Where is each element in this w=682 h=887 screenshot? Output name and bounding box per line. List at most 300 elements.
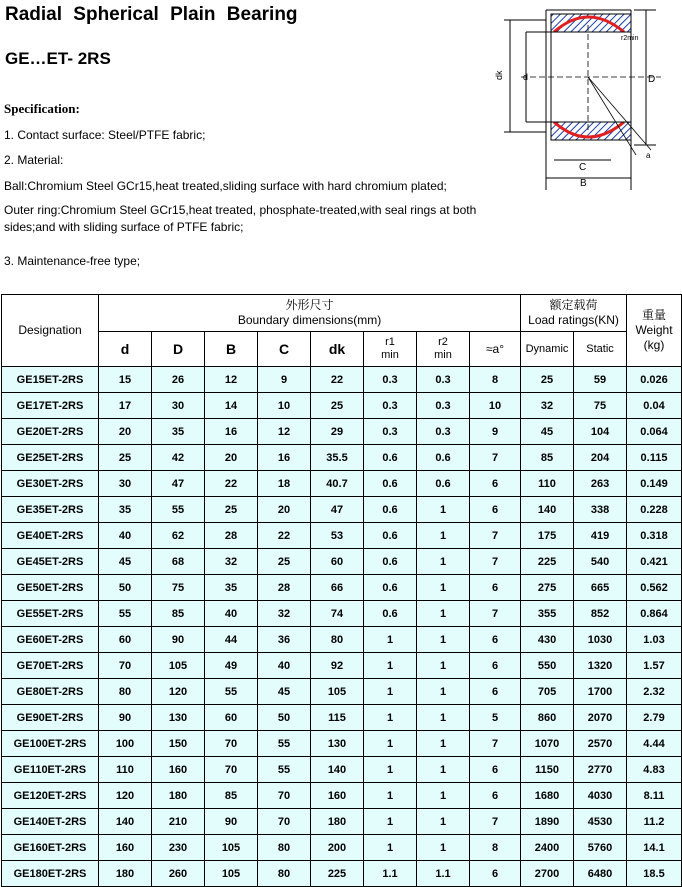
cell-B: 105 <box>205 835 258 861</box>
cell-angle: 7 <box>470 809 521 835</box>
cell-dynamic: 140 <box>521 497 574 523</box>
cell-B: 49 <box>205 653 258 679</box>
spec-maintenance: 3. Maintenance-free type; <box>4 254 141 268</box>
cell-dk: 200 <box>311 835 364 861</box>
cell-dk: 130 <box>311 731 364 757</box>
cell-static: 6480 <box>574 861 627 887</box>
cell-angle: 6 <box>470 497 521 523</box>
cell-angle: 7 <box>470 523 521 549</box>
cell-C: 32 <box>258 601 311 627</box>
cell-r2: 1 <box>417 783 470 809</box>
cell-D: 210 <box>152 809 205 835</box>
cell-weight: 0.115 <box>627 445 682 471</box>
cell-r2: 0.6 <box>417 471 470 497</box>
cell-static: 338 <box>574 497 627 523</box>
cell-D: 85 <box>152 601 205 627</box>
weight-header-en: Weight <box>635 323 673 337</box>
cell-dk: 60 <box>311 549 364 575</box>
cell-angle: 7 <box>470 549 521 575</box>
cell-r2: 1 <box>417 627 470 653</box>
cell-weight: 0.064 <box>627 419 682 445</box>
cell-weight: 2.32 <box>627 679 682 705</box>
cell-r1: 0.6 <box>364 601 417 627</box>
cell-weight: 1.57 <box>627 653 682 679</box>
cell-dynamic: 2700 <box>521 861 574 887</box>
cell-d: 110 <box>99 757 152 783</box>
cell-dk: 225 <box>311 861 364 887</box>
cell-designation: GE17ET-2RS <box>2 393 99 419</box>
cell-static: 419 <box>574 523 627 549</box>
cell-dynamic: 45 <box>521 419 574 445</box>
cell-D: 75 <box>152 575 205 601</box>
cell-B: 20 <box>205 445 258 471</box>
cell-r1: 1 <box>364 679 417 705</box>
cell-B: 28 <box>205 523 258 549</box>
cell-r2: 1 <box>417 757 470 783</box>
cell-static: 104 <box>574 419 627 445</box>
cell-d: 25 <box>99 445 152 471</box>
cell-weight: 18.5 <box>627 861 682 887</box>
cell-B: 60 <box>205 705 258 731</box>
cell-B: 22 <box>205 471 258 497</box>
cell-C: 12 <box>258 419 311 445</box>
cell-r2: 0.6 <box>417 445 470 471</box>
cell-C: 70 <box>258 809 311 835</box>
cell-C: 70 <box>258 783 311 809</box>
col-header-r2-min: min <box>434 349 452 361</box>
cell-static: 2770 <box>574 757 627 783</box>
cell-C: 20 <box>258 497 311 523</box>
cell-r1: 1 <box>364 731 417 757</box>
cell-D: 35 <box>152 419 205 445</box>
cell-dynamic: 85 <box>521 445 574 471</box>
cell-B: 35 <box>205 575 258 601</box>
cell-r1: 1 <box>364 705 417 731</box>
cell-r1: 1 <box>364 835 417 861</box>
cell-r1: 1.1 <box>364 861 417 887</box>
col-header-d: d <box>99 332 152 367</box>
cell-C: 22 <box>258 523 311 549</box>
spec-outer-ring-2: sides;and with sliding surface of PTFE fabric; <box>4 220 244 234</box>
label-C: C <box>579 162 587 173</box>
cell-static: 665 <box>574 575 627 601</box>
cell-C: 16 <box>258 445 311 471</box>
cell-r1: 1 <box>364 757 417 783</box>
col-header-r2-label: r2 <box>438 336 448 348</box>
table-row <box>2 835 682 861</box>
cell-static: 75 <box>574 393 627 419</box>
spec-outer-ring-1: Outer ring:Chromium Steel GCr15,heat treated, phosphate-treated,with seal rings at both <box>4 203 477 217</box>
cell-d: 140 <box>99 809 152 835</box>
cell-r1: 0.3 <box>364 367 417 393</box>
table-row <box>2 419 682 445</box>
cell-weight: 14.1 <box>627 835 682 861</box>
col-header-angle: ≈a° <box>470 332 521 367</box>
label-D: D <box>648 74 656 85</box>
cell-angle: 6 <box>470 783 521 809</box>
cell-designation: GE50ET-2RS <box>2 575 99 601</box>
label-B: B <box>580 178 587 189</box>
cell-weight: 0.421 <box>627 549 682 575</box>
cell-angle: 6 <box>470 861 521 887</box>
cell-angle: 5 <box>470 705 521 731</box>
cell-B: 70 <box>205 731 258 757</box>
cell-dynamic: 1150 <box>521 757 574 783</box>
col-header-C: C <box>258 332 311 367</box>
cell-dk: 40.7 <box>311 471 364 497</box>
cell-r1: 1 <box>364 653 417 679</box>
cell-static: 5760 <box>574 835 627 861</box>
cell-dk: 35.5 <box>311 445 364 471</box>
table-row <box>2 471 682 497</box>
cell-C: 40 <box>258 653 311 679</box>
cell-B: 32 <box>205 549 258 575</box>
cell-r2: 1 <box>417 575 470 601</box>
cell-dynamic: 110 <box>521 471 574 497</box>
cell-r2: 1.1 <box>417 861 470 887</box>
cell-D: 120 <box>152 679 205 705</box>
cell-static: 540 <box>574 549 627 575</box>
cell-angle: 10 <box>470 393 521 419</box>
cell-D: 150 <box>152 731 205 757</box>
load-header-cn: 额定载荷 <box>549 298 598 312</box>
cell-d: 100 <box>99 731 152 757</box>
cell-r1: 0.3 <box>364 419 417 445</box>
col-header-dynamic: Dynamic <box>521 332 574 367</box>
cell-d: 80 <box>99 679 152 705</box>
spec-material: 2. Material: <box>4 153 64 167</box>
cell-r1: 0.6 <box>364 575 417 601</box>
cell-B: 12 <box>205 367 258 393</box>
weight-header <box>627 295 682 367</box>
cell-r2: 0.3 <box>417 367 470 393</box>
cell-weight: 8.11 <box>627 783 682 809</box>
cell-weight: 0.149 <box>627 471 682 497</box>
table-row <box>2 523 682 549</box>
cell-B: 16 <box>205 419 258 445</box>
cell-r2: 0.3 <box>417 393 470 419</box>
cell-dk: 105 <box>311 679 364 705</box>
cell-D: 230 <box>152 835 205 861</box>
cell-angle: 7 <box>470 731 521 757</box>
table-row <box>2 861 682 887</box>
cell-D: 260 <box>152 861 205 887</box>
cell-r1: 0.6 <box>364 445 417 471</box>
cell-dk: 180 <box>311 809 364 835</box>
cell-dk: 22 <box>311 367 364 393</box>
cell-D: 26 <box>152 367 205 393</box>
cell-r2: 1 <box>417 601 470 627</box>
load-header-en: Load ratings(KN) <box>528 313 619 327</box>
cell-C: 80 <box>258 835 311 861</box>
bearing-cross-section-diagram <box>496 0 682 190</box>
cell-static: 4530 <box>574 809 627 835</box>
cell-d: 20 <box>99 419 152 445</box>
cell-designation: GE20ET-2RS <box>2 419 99 445</box>
cell-r2: 1 <box>417 523 470 549</box>
cell-angle: 6 <box>470 653 521 679</box>
cell-dynamic: 430 <box>521 627 574 653</box>
cell-C: 55 <box>258 731 311 757</box>
cell-static: 204 <box>574 445 627 471</box>
cell-D: 90 <box>152 627 205 653</box>
cell-designation: GE140ET-2RS <box>2 809 99 835</box>
cell-d: 40 <box>99 523 152 549</box>
cell-B: 85 <box>205 783 258 809</box>
cell-d: 35 <box>99 497 152 523</box>
boundary-header-en: Boundary dimensions(mm) <box>237 313 382 327</box>
cell-weight: 2.79 <box>627 705 682 731</box>
cell-d: 90 <box>99 705 152 731</box>
cell-dynamic: 1890 <box>521 809 574 835</box>
cell-B: 25 <box>205 497 258 523</box>
cell-dk: 25 <box>311 393 364 419</box>
page-title: Radial Spherical Plain Bearing <box>5 4 298 25</box>
cell-angle: 9 <box>470 419 521 445</box>
cell-B: 90 <box>205 809 258 835</box>
cell-r2: 1 <box>417 809 470 835</box>
label-r2: r2min <box>621 35 639 42</box>
cell-C: 18 <box>258 471 311 497</box>
cell-r2: 1 <box>417 835 470 861</box>
cell-C: 10 <box>258 393 311 419</box>
cell-D: 180 <box>152 783 205 809</box>
weight-unit: (kg) <box>643 338 665 352</box>
cell-r2: 1 <box>417 731 470 757</box>
table-row <box>2 601 682 627</box>
spec-contact-surface: 1. Contact surface: Steel/PTFE fabric; <box>4 128 206 142</box>
cell-r1: 1 <box>364 809 417 835</box>
label-dk: dk <box>494 70 504 80</box>
cell-static: 4030 <box>574 783 627 809</box>
spec-ball: Ball:Chromium Steel GCr15,heat treated,sliding surface with hard chromium plated; <box>4 179 447 193</box>
cell-designation: GE60ET-2RS <box>2 627 99 653</box>
cell-dk: 47 <box>311 497 364 523</box>
cell-dynamic: 2400 <box>521 835 574 861</box>
cell-r1: 0.6 <box>364 471 417 497</box>
cell-B: 44 <box>205 627 258 653</box>
cell-designation: GE30ET-2RS <box>2 471 99 497</box>
cell-static: 1700 <box>574 679 627 705</box>
cell-dk: 80 <box>311 627 364 653</box>
cell-D: 42 <box>152 445 205 471</box>
cell-C: 45 <box>258 679 311 705</box>
cell-D: 30 <box>152 393 205 419</box>
cell-angle: 7 <box>470 445 521 471</box>
cell-designation: GE35ET-2RS <box>2 497 99 523</box>
cell-D: 68 <box>152 549 205 575</box>
cell-weight: 0.228 <box>627 497 682 523</box>
table-row <box>2 653 682 679</box>
cell-designation: GE55ET-2RS <box>2 601 99 627</box>
cell-weight: 4.83 <box>627 757 682 783</box>
cell-r2: 1 <box>417 705 470 731</box>
cell-designation: GE100ET-2RS <box>2 731 99 757</box>
col-header-r1-min: min <box>381 349 399 361</box>
table-row <box>2 393 682 419</box>
cell-D: 62 <box>152 523 205 549</box>
cell-weight: 0.864 <box>627 601 682 627</box>
cell-dynamic: 175 <box>521 523 574 549</box>
cell-r1: 0.6 <box>364 497 417 523</box>
cell-designation: GE40ET-2RS <box>2 523 99 549</box>
cell-D: 160 <box>152 757 205 783</box>
label-a: a <box>646 151 651 160</box>
cell-designation: GE15ET-2RS <box>2 367 99 393</box>
cell-dk: 160 <box>311 783 364 809</box>
label-d: d <box>523 72 529 82</box>
cell-designation: GE90ET-2RS <box>2 705 99 731</box>
cell-C: 55 <box>258 757 311 783</box>
designation-header: Designation <box>2 295 99 367</box>
cell-d: 160 <box>99 835 152 861</box>
cell-angle: 7 <box>470 601 521 627</box>
table-body <box>2 367 682 887</box>
cell-r2: 1 <box>417 549 470 575</box>
table-row <box>2 575 682 601</box>
cell-dynamic: 1680 <box>521 783 574 809</box>
boundary-dimensions-header <box>99 295 521 332</box>
cell-dk: 66 <box>311 575 364 601</box>
col-header-r2 <box>417 332 470 367</box>
cell-dynamic: 225 <box>521 549 574 575</box>
cell-d: 70 <box>99 653 152 679</box>
cell-B: 105 <box>205 861 258 887</box>
table-row <box>2 783 682 809</box>
cell-D: 47 <box>152 471 205 497</box>
table-row <box>2 445 682 471</box>
col-header-B: B <box>205 332 258 367</box>
cell-static: 1030 <box>574 627 627 653</box>
cell-dynamic: 32 <box>521 393 574 419</box>
cell-weight: 0.562 <box>627 575 682 601</box>
table-row <box>2 705 682 731</box>
cell-static: 2570 <box>574 731 627 757</box>
cell-angle: 6 <box>470 679 521 705</box>
table-row <box>2 367 682 393</box>
cell-dynamic: 550 <box>521 653 574 679</box>
cell-C: 80 <box>258 861 311 887</box>
table-row <box>2 809 682 835</box>
cell-d: 180 <box>99 861 152 887</box>
boundary-header-cn: 外形尺寸 <box>285 298 334 312</box>
cell-dk: 115 <box>311 705 364 731</box>
cell-dk: 140 <box>311 757 364 783</box>
cell-C: 50 <box>258 705 311 731</box>
cell-r1: 1 <box>364 783 417 809</box>
cell-r2: 1 <box>417 679 470 705</box>
cell-weight: 0.04 <box>627 393 682 419</box>
cell-B: 40 <box>205 601 258 627</box>
cell-r2: 1 <box>417 653 470 679</box>
model-code: GE…ET- 2RS <box>5 49 111 68</box>
table-row <box>2 549 682 575</box>
table-row <box>2 497 682 523</box>
cell-r1: 0.6 <box>364 523 417 549</box>
cell-angle: 6 <box>470 627 521 653</box>
cell-dk: 53 <box>311 523 364 549</box>
cell-d: 45 <box>99 549 152 575</box>
col-header-D: D <box>152 332 205 367</box>
specification-table <box>1 294 682 887</box>
cell-r2: 0.3 <box>417 419 470 445</box>
cell-static: 852 <box>574 601 627 627</box>
cell-angle: 6 <box>470 471 521 497</box>
cell-designation: GE25ET-2RS <box>2 445 99 471</box>
cell-d: 50 <box>99 575 152 601</box>
specification-heading: Specification: <box>4 101 80 116</box>
cell-d: 17 <box>99 393 152 419</box>
cell-designation: GE180ET-2RS <box>2 861 99 887</box>
cell-D: 105 <box>152 653 205 679</box>
cell-designation: GE120ET-2RS <box>2 783 99 809</box>
cell-angle: 6 <box>470 575 521 601</box>
table-row <box>2 627 682 653</box>
cell-D: 55 <box>152 497 205 523</box>
cell-dynamic: 705 <box>521 679 574 705</box>
cell-static: 2070 <box>574 705 627 731</box>
cell-dk: 29 <box>311 419 364 445</box>
cell-C: 25 <box>258 549 311 575</box>
cell-static: 1320 <box>574 653 627 679</box>
cell-weight: 1.03 <box>627 627 682 653</box>
cell-angle: 8 <box>470 835 521 861</box>
cell-dynamic: 355 <box>521 601 574 627</box>
cell-angle: 8 <box>470 367 521 393</box>
cell-C: 9 <box>258 367 311 393</box>
cell-r1: 0.3 <box>364 393 417 419</box>
load-ratings-header <box>521 295 627 332</box>
cell-static: 263 <box>574 471 627 497</box>
cell-weight: 0.026 <box>627 367 682 393</box>
cell-dk: 74 <box>311 601 364 627</box>
cell-dynamic: 1070 <box>521 731 574 757</box>
cell-dynamic: 275 <box>521 575 574 601</box>
cell-D: 130 <box>152 705 205 731</box>
table-row <box>2 679 682 705</box>
cell-dk: 92 <box>311 653 364 679</box>
cell-designation: GE70ET-2RS <box>2 653 99 679</box>
col-header-static: Static <box>574 332 627 367</box>
cell-B: 14 <box>205 393 258 419</box>
col-header-dk: dk <box>311 332 364 367</box>
cell-d: 55 <box>99 601 152 627</box>
cell-d: 60 <box>99 627 152 653</box>
table-row <box>2 731 682 757</box>
cell-r1: 0.6 <box>364 549 417 575</box>
cell-r2: 1 <box>417 497 470 523</box>
cell-B: 70 <box>205 757 258 783</box>
cell-static: 59 <box>574 367 627 393</box>
cell-angle: 6 <box>470 757 521 783</box>
cell-designation: GE160ET-2RS <box>2 835 99 861</box>
cell-designation: GE80ET-2RS <box>2 679 99 705</box>
cell-d: 30 <box>99 471 152 497</box>
col-header-r1 <box>364 332 417 367</box>
cell-designation: GE110ET-2RS <box>2 757 99 783</box>
table-row <box>2 757 682 783</box>
cell-d: 120 <box>99 783 152 809</box>
cell-d: 15 <box>99 367 152 393</box>
weight-header-cn: 重量 <box>642 308 667 322</box>
col-header-r1-label: r1 <box>385 336 395 348</box>
cell-weight: 11.2 <box>627 809 682 835</box>
cell-B: 55 <box>205 679 258 705</box>
cell-C: 28 <box>258 575 311 601</box>
cell-dynamic: 860 <box>521 705 574 731</box>
cell-C: 36 <box>258 627 311 653</box>
cell-r1: 1 <box>364 627 417 653</box>
